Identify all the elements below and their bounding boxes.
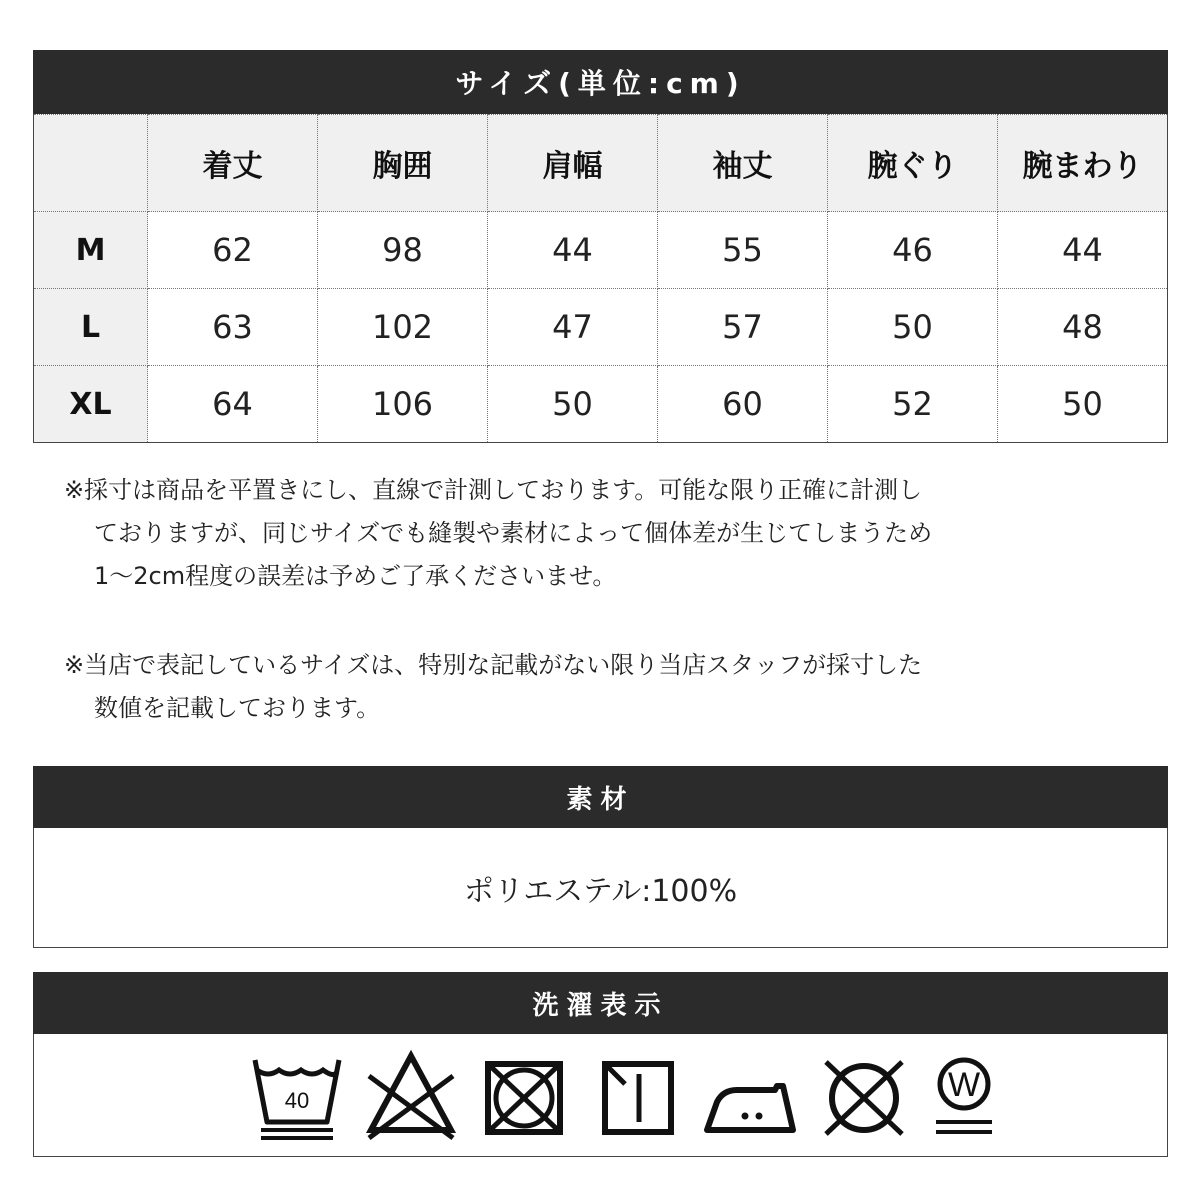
table-row <box>34 366 1168 443</box>
table-cell: 44 <box>488 212 658 289</box>
wet-clean-label: W <box>947 1066 981 1104</box>
table-cell: 62 <box>148 212 318 289</box>
table-cell: 60 <box>658 366 828 443</box>
column-header-shoulder: 肩幅 <box>488 115 658 212</box>
table-cell: 50 <box>488 366 658 443</box>
material-section-title: 素材 <box>33 766 1168 828</box>
size-section-title: サイズ(単位:cm) <box>33 50 1168 114</box>
table-cell: 57 <box>658 289 828 366</box>
column-header-arm-circumference: 腕まわり <box>998 115 1168 212</box>
table-cell: 47 <box>488 289 658 366</box>
note-line: ※当店で表記しているサイズは、特別な記載がない限り当店スタッフが採寸した <box>64 651 923 679</box>
iron-medium-icon <box>701 1046 801 1146</box>
table-cell: 50 <box>828 289 998 366</box>
no-tumble-dry-icon <box>474 1046 574 1146</box>
column-header-armhole: 腕ぐり <box>828 115 998 212</box>
no-bleach-icon <box>361 1046 461 1146</box>
size-table-corner <box>34 115 148 212</box>
care-symbols-box <box>33 1034 1168 1157</box>
table-cell: 55 <box>658 212 828 289</box>
row-label-m: M <box>34 212 148 289</box>
material-content: ポリエステル:100% <box>463 873 738 909</box>
table-cell: 52 <box>828 366 998 443</box>
table-cell: 48 <box>998 289 1168 366</box>
table-row <box>34 289 1168 366</box>
table-cell: 46 <box>828 212 998 289</box>
table-cell: 98 <box>318 212 488 289</box>
table-cell: 64 <box>148 366 318 443</box>
row-label-l: L <box>34 289 148 366</box>
note-line: 1〜2cm程度の誤差は予めご了承くださいませ。 <box>94 562 617 590</box>
size-source-note <box>64 644 1084 730</box>
column-header-chest: 胸囲 <box>318 115 488 212</box>
table-cell: 102 <box>318 289 488 366</box>
table-cell: 106 <box>318 366 488 443</box>
wash-40-icon <box>247 1046 347 1146</box>
wash-temperature-label: 40 <box>284 1088 310 1113</box>
column-header-sleeve: 袖丈 <box>658 115 828 212</box>
note-line: 数値を記載しております。 <box>94 694 381 722</box>
measurement-note <box>64 469 1084 598</box>
row-label-xl: XL <box>34 366 148 443</box>
note-line: ておりますが、同じサイズでも縫製や素材によって個体差が生じてしまうため <box>94 519 933 547</box>
material-content-box <box>33 828 1168 948</box>
size-table-header-row <box>34 115 1168 212</box>
line-dry-icon <box>587 1046 687 1146</box>
care-section-title: 洗濯表示 <box>33 972 1168 1034</box>
note-line: ※採寸は商品を平置きにし、直線で計測しております。可能な限り正確に計測し <box>64 476 923 504</box>
no-dry-clean-icon <box>814 1046 914 1146</box>
column-header-length: 着丈 <box>148 115 318 212</box>
size-table <box>33 114 1168 443</box>
table-cell: 63 <box>148 289 318 366</box>
table-cell: 50 <box>998 366 1168 443</box>
wet-clean-icon <box>914 1046 1014 1146</box>
table-cell: 44 <box>998 212 1168 289</box>
table-row <box>34 212 1168 289</box>
